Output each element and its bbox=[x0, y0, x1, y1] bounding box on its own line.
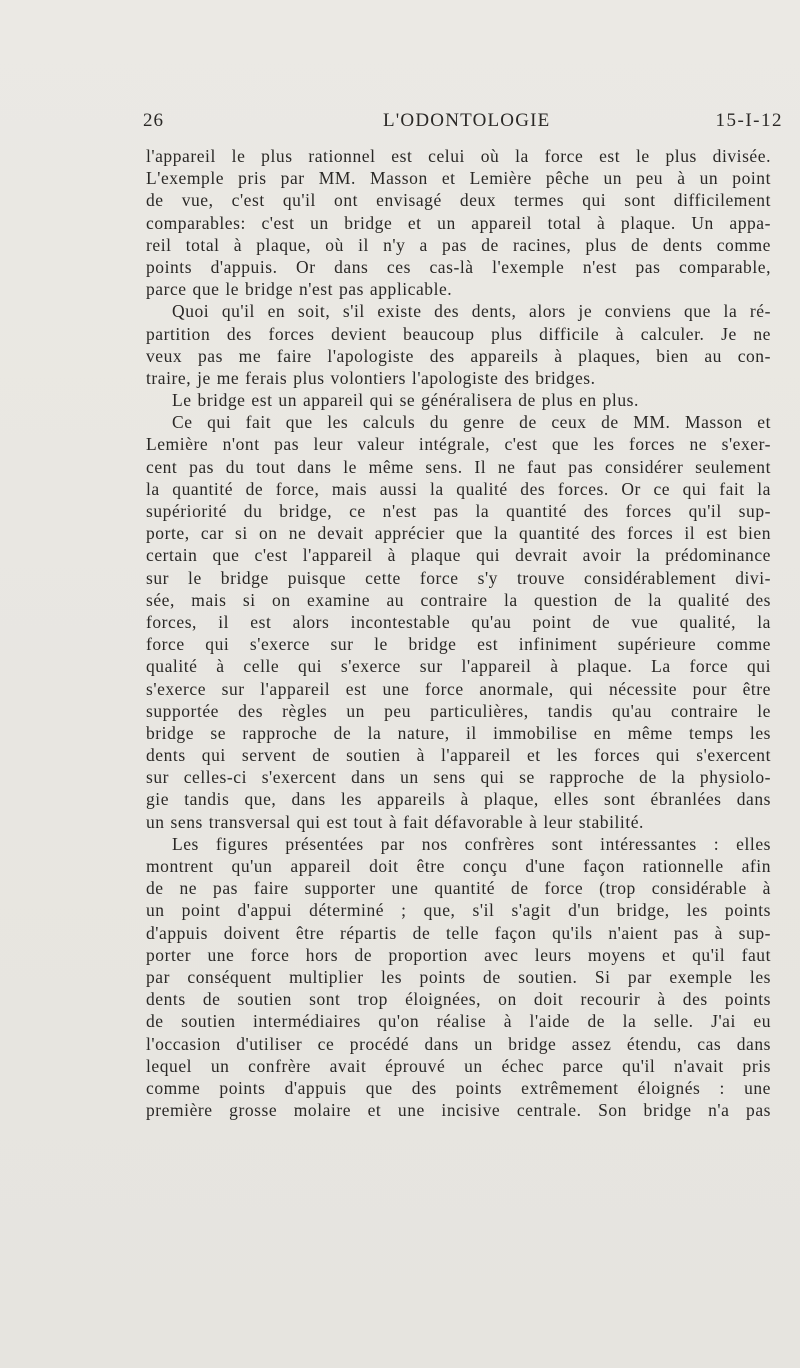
text-line: lequel un confrère avait éprouvé un échec parce qu'il n'avait pris bbox=[146, 1055, 771, 1076]
text-line: porter une force hors de proportion avec leurs moyens et qu'il faut bbox=[146, 944, 771, 965]
text-line: certain que c'est l'appareil à plaque qui devrait avoir la prédominance bbox=[146, 545, 771, 566]
paragraph-start-line: Le bridge est un appareil qui se généralisera de plus en plus. bbox=[172, 390, 639, 411]
text-line: dents qui servent de soutien à l'appareil et les forces qui s'exercent bbox=[146, 745, 771, 766]
text-line: de vue, c'est qu'il ont envisagé deux termes qui sont difficilement bbox=[146, 190, 771, 211]
text-line: points d'appuis. Or dans ces cas-là l'exemple n'est pas comparable, bbox=[146, 256, 771, 277]
text-line: l'appareil le plus rationnel est celui où la force est le plus divisée. bbox=[146, 146, 771, 166]
journal-title: L'ODONTOLOGIE bbox=[383, 110, 551, 131]
text-line: de soutien intermédiaires qu'on réalise à l'aide de la selle. J'ai eu bbox=[146, 1011, 771, 1032]
paragraph-start-line: Les figures présentées par nos confrères sont intéressantes : elles bbox=[172, 833, 771, 854]
text-line: la quantité de force, mais aussi la qualité des forces. Or ce qui fait la bbox=[146, 478, 771, 499]
text-line: première grosse molaire et une incisive centrale. Son bridge n'a pas bbox=[146, 1100, 771, 1121]
text-line: cent pas du tout dans le même sens. Il ne faut pas considérer seulement bbox=[146, 456, 771, 477]
text-line: qualité à celle qui s'exerce sur l'appareil à plaque. La force qui bbox=[146, 656, 771, 677]
text-line: l'occasion d'utiliser ce procédé dans un bridge assez étendu, cas dans bbox=[146, 1033, 771, 1054]
text-line: parce que le bridge n'est pas applicable. bbox=[146, 279, 453, 300]
text-line: sée, mais si on examine au contraire la question de la qualité des bbox=[146, 589, 771, 610]
text-line: comparables: c'est un bridge et un appareil total à plaque. Un appa- bbox=[146, 212, 771, 233]
text-line: de ne pas faire supporter une quantité de force (trop considérable à bbox=[146, 878, 771, 899]
paragraph-start-line: Ce qui fait que les calculs du genre de ceux de MM. Masson et bbox=[172, 412, 771, 433]
text-line: supériorité du bridge, ce n'est pas la quantité des forces qu'il sup- bbox=[146, 501, 771, 521]
text-line: supportée des règles un peu particulières, tandis qu'au contraire le bbox=[146, 700, 771, 721]
text-line: par conséquent multiplier les points de soutien. Si par exemple les bbox=[146, 966, 771, 987]
text-line: un sens transversal qui est tout à fait défavorable à leur stabilité. bbox=[146, 811, 644, 832]
text-line: un point d'appui déterminé ; que, s'il s'agit d'un bridge, les points bbox=[146, 900, 771, 921]
text-line: veux pas me faire l'apologiste des appareils à plaques, bien au con- bbox=[146, 345, 771, 366]
text-line: forces, il est alors incontestable qu'au point de vue qualité, la bbox=[146, 611, 771, 632]
text-line: gie tandis que, dans les appareils à plaque, elles sont ébranlées dans bbox=[146, 789, 771, 810]
text-line: d'appuis doivent être répartis de telle façon qu'ils n'aient pas à sup- bbox=[146, 922, 771, 943]
paragraph-start-line: Quoi qu'il en soit, s'il existe des dents, alors je conviens que la ré- bbox=[172, 301, 771, 322]
text-line: Lemière n'ont pas leur valeur intégrale, c'est que les forces ne s'exer- bbox=[146, 434, 771, 455]
text-line: s'exerce sur l'appareil est une force anormale, qui nécessite pour être bbox=[146, 678, 771, 699]
text-line: montrent qu'un appareil doit être conçu d'une façon rationnelle afin bbox=[146, 856, 771, 876]
running-header bbox=[143, 110, 783, 134]
text-line: partition des forces devient beaucoup plus difficile à calculer. Je ne bbox=[146, 323, 771, 344]
text-line: sur le bridge puisque cette force s'y trouve considérablement divi- bbox=[146, 567, 771, 588]
page-number: 26 bbox=[143, 110, 164, 131]
text-line: bridge se rapproche de la nature, il immobilise en même temps les bbox=[146, 722, 771, 743]
text-line: comme points d'appuis que des points extrêmement éloignés : une bbox=[146, 1077, 771, 1098]
text-line: L'exemple pris par MM. Masson et Lemière pêche un peu à un point bbox=[146, 168, 771, 189]
text-line: reil total à plaque, où il n'y a pas de racines, plus de dents comme bbox=[146, 234, 771, 255]
text-line: porte, car si on ne devait apprécier que la quantité des forces il est bien bbox=[146, 523, 771, 544]
text-line: dents de soutien sont trop éloignées, on doit recourir à des points bbox=[146, 989, 771, 1010]
article-body bbox=[146, 145, 771, 1121]
issue-date: 15-I-12 bbox=[715, 110, 783, 131]
text-line: force qui s'exerce sur le bridge est infiniment supérieure comme bbox=[146, 634, 771, 655]
text-line: traire, je me ferais plus volontiers l'apologiste des bridges. bbox=[146, 367, 596, 388]
text-line: sur celles-ci s'exercent dans un sens qui se rapproche de la physiolo- bbox=[146, 767, 771, 788]
